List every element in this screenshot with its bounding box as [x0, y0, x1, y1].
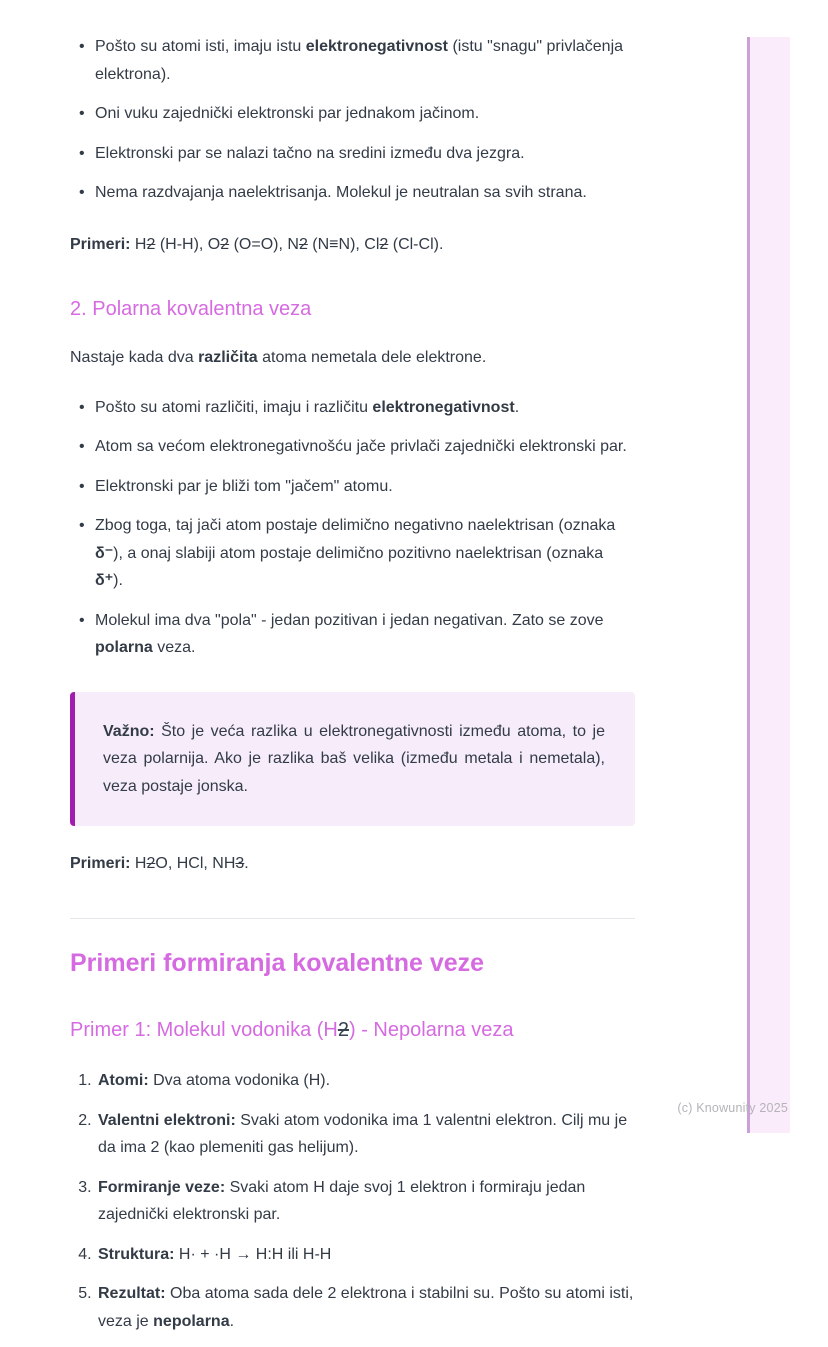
- callout-text: [103, 718, 605, 801]
- text-segment: različita: [198, 349, 258, 367]
- list-item: [95, 179, 635, 207]
- polarna-intro-paragraph: [70, 344, 635, 372]
- text-segment: δ⁻: [95, 544, 114, 562]
- text-segment: Što je veća razlika u elektronegativnosti između atoma, to je veza polarnija. Ako je razlika baš velika (između metala i nemetala), veza postaje jonska.: [103, 722, 605, 795]
- document-content: [70, 33, 635, 1347]
- text-segment: Atom sa većom elektronegativnošću jače privlači zajednički elektronski par.: [95, 438, 627, 456]
- text-segment: Nastaje kada dva: [70, 349, 199, 367]
- text-segment: .: [229, 1312, 235, 1330]
- step-item: [96, 1107, 635, 1162]
- text-segment: Primeri:: [70, 235, 131, 253]
- text-segment: Elektronski par se nalazi tačno na sredini između dva jezgra.: [95, 144, 525, 162]
- text-segment: δ⁺: [95, 572, 114, 590]
- text-segment: Primer 1: Molekul vodonika (H: [70, 1019, 338, 1042]
- nepolarna-bullet-list: [70, 33, 635, 207]
- text-segment: Pošto su atomi isti, imaju istu: [95, 38, 306, 55]
- text-segment: 2: [337, 1019, 349, 1042]
- text-segment: Pošto su atomi različiti, imaju i različitu: [95, 398, 373, 416]
- text-segment: Atomi:: [98, 1072, 149, 1090]
- list-item: [95, 473, 635, 501]
- text-segment: ).: [113, 572, 123, 590]
- text-segment: Dva atoma vodonika (H).: [148, 1072, 331, 1090]
- text-segment: Formiranje veze:: [98, 1178, 226, 1196]
- text-segment: (H-H), O: [155, 235, 221, 253]
- text-segment: (istu "snagu" privlačenja elektrona).: [95, 38, 624, 83]
- text-segment: elektronegativnost: [305, 38, 449, 55]
- text-segment: polarna: [95, 639, 153, 657]
- heading-polarna-veza: 2. Polarna kovalentna veza: [70, 298, 312, 321]
- primer1-step-list: [70, 1067, 635, 1335]
- text-segment: nepolarna: [153, 1312, 230, 1330]
- text-segment: 3: [235, 855, 245, 873]
- text-segment: ), a onaj slabiji atom postaje delimično pozitivno naelektrisan (oznaka: [113, 544, 604, 562]
- list-item: [95, 512, 635, 595]
- copyright-note: (c) Knowunity 2025: [677, 1101, 788, 1115]
- text-segment: Valentni elektroni:: [98, 1111, 236, 1129]
- step-item: [96, 1241, 635, 1269]
- text-segment: O, HCl, NH: [155, 855, 236, 873]
- text-segment: Svaki atom H daje svoj 1 elektron i formiraju jedan zajednički elektronski par.: [98, 1178, 586, 1224]
- list-item: [95, 33, 635, 88]
- text-segment: .: [514, 398, 520, 416]
- section-divider: [70, 918, 635, 919]
- heading-primer-1: [70, 1017, 635, 1043]
- text-segment: 2: [220, 235, 230, 253]
- step-item: [96, 1067, 635, 1095]
- text-segment: Primeri:: [70, 855, 131, 873]
- text-segment: Nema razdvajanja naelektrisanja. Molekul je neutralan sa svih strana.: [95, 184, 587, 202]
- text-segment: Zbog toga, taj jači atom postaje delimično negativno naelektrisan (oznaka: [95, 517, 616, 535]
- text-segment: Oba atoma sada dele 2 elektrona i stabilni su. Pošto su atomi isti, veza je: [98, 1285, 634, 1330]
- text-segment: .: [244, 855, 249, 873]
- text-segment: elektronegativnost: [372, 398, 515, 416]
- text-segment: 2: [298, 235, 308, 253]
- list-item: [95, 140, 635, 168]
- text-segment: 2: [146, 855, 156, 873]
- text-segment: (Cl-Cl).: [388, 235, 444, 253]
- text-segment: 2: [379, 235, 389, 253]
- text-segment: atoma nemetala dele elektrone.: [257, 349, 487, 367]
- polarna-bullet-list: [70, 394, 635, 662]
- text-segment: veza.: [152, 639, 196, 657]
- text-segment: 2: [146, 235, 156, 253]
- primeri-nepolarna-line: [70, 231, 635, 259]
- text-segment: Svaki atom vodonika ima 1 valentni elektron. Cilj mu je da ima 2 (kao plemeniti gas helijum).: [98, 1111, 628, 1157]
- list-item: [95, 100, 635, 128]
- text-segment: H: [130, 855, 147, 873]
- list-item: [95, 394, 635, 422]
- step-item: [96, 1280, 635, 1335]
- primeri-polarna-line: [70, 850, 635, 878]
- vazno-callout: [70, 692, 635, 827]
- list-item: [95, 433, 635, 461]
- text-segment: Važno:: [103, 722, 155, 740]
- step-item: [96, 1174, 635, 1229]
- text-segment: Molekul ima dva "pola" - jedan pozitivan i jedan negativan. Zato se zove: [95, 611, 604, 629]
- text-segment: Oni vuku zajednički elektronski par jednakom jačinom.: [95, 105, 480, 123]
- page-edge-decoration: [747, 37, 790, 1133]
- heading-primeri-formiranja: Primeri formiranja kovalentne veze: [70, 948, 485, 977]
- list-item: [95, 607, 635, 662]
- text-segment: Struktura:: [98, 1245, 175, 1263]
- text-segment: (N≡N), Cl: [307, 235, 380, 253]
- text-segment: H: [130, 235, 147, 253]
- text-segment: Rezultat:: [98, 1285, 166, 1303]
- text-segment: (O=O), N: [229, 235, 299, 253]
- text-segment: H· + ·H → H:H ili H-H: [174, 1245, 332, 1263]
- text-segment: ) - Nepolarna veza: [349, 1019, 514, 1042]
- text-segment: Elektronski par je bliži tom "jačem" atomu.: [95, 477, 393, 495]
